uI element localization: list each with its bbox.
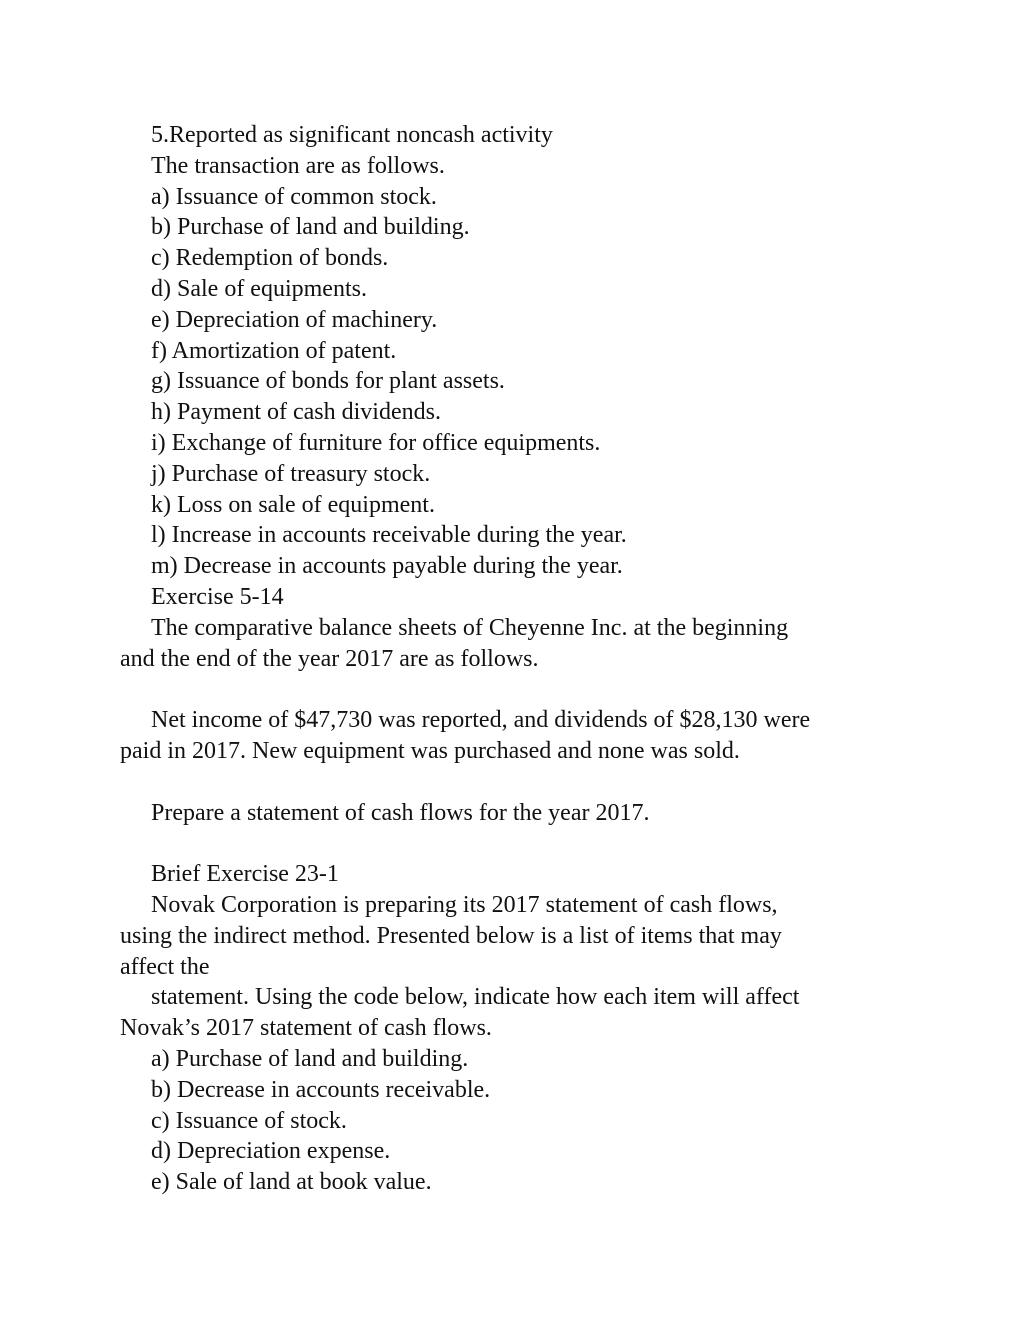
blank-line <box>120 674 900 705</box>
exercise-title: Brief Exercise 23-1 <box>151 861 339 888</box>
paragraph-line: Novak’s 2017 statement of cash flows. <box>120 1015 492 1042</box>
list-item: e) Depreciation of machinery. <box>151 306 438 333</box>
list-item: j) Purchase of treasury stock. <box>151 460 431 487</box>
list-item: a) Issuance of common stock. <box>151 183 437 210</box>
list-item: b) Decrease in accounts receivable. <box>151 1076 491 1103</box>
paragraph-line: affect the <box>120 953 210 980</box>
list-item: e) Sale of land at book value. <box>151 1169 432 1196</box>
paragraph-line: Net income of $47,730 was reported, and dividends of $28,130 were <box>151 707 811 734</box>
list-item: h) Payment of cash dividends. <box>151 399 441 426</box>
list-item: i) Exchange of furniture for office equipments. <box>151 429 601 456</box>
paragraph-line: statement. Using the code below, indicate how each item will affect <box>151 984 800 1011</box>
paragraph-line: and the end of the year 2017 are as follows. <box>120 645 539 672</box>
list-item: a) Purchase of land and building. <box>151 1045 469 1072</box>
paragraph-line: The comparative balance sheets of Cheyenne Inc. at the beginning <box>151 614 789 641</box>
document-page <box>120 120 900 1198</box>
list-item: b) Purchase of land and building. <box>151 214 470 241</box>
blank-line <box>120 767 900 798</box>
paragraph-line: using the indirect method. Presented below is a list of items that may <box>120 922 782 949</box>
blank-line <box>120 828 900 859</box>
list-item: d) Depreciation expense. <box>151 1138 391 1165</box>
list-item: c) Issuance of stock. <box>151 1107 347 1134</box>
intro-text: The transaction are as follows. <box>151 152 445 179</box>
paragraph-line: Novak Corporation is preparing its 2017 statement of cash flows, <box>151 891 778 918</box>
list-item: d) Sale of equipments. <box>151 275 367 302</box>
list-item: f) Amortization of patent. <box>151 337 397 364</box>
exercise-title: Exercise 5-14 <box>151 583 284 610</box>
paragraph-line: paid in 2017. New equipment was purchased and none was sold. <box>120 737 740 764</box>
section-heading: 5.Reported as significant noncash activity <box>151 122 553 148</box>
list-item: g) Issuance of bonds for plant assets. <box>151 368 505 395</box>
paragraph-line: Prepare a statement of cash flows for the year 2017. <box>151 799 650 826</box>
list-item: k) Loss on sale of equipment. <box>151 491 435 518</box>
list-item: m) Decrease in accounts payable during the year. <box>151 553 623 580</box>
list-item: l) Increase in accounts receivable during the year. <box>151 522 627 549</box>
list-item: c) Redemption of bonds. <box>151 245 389 272</box>
